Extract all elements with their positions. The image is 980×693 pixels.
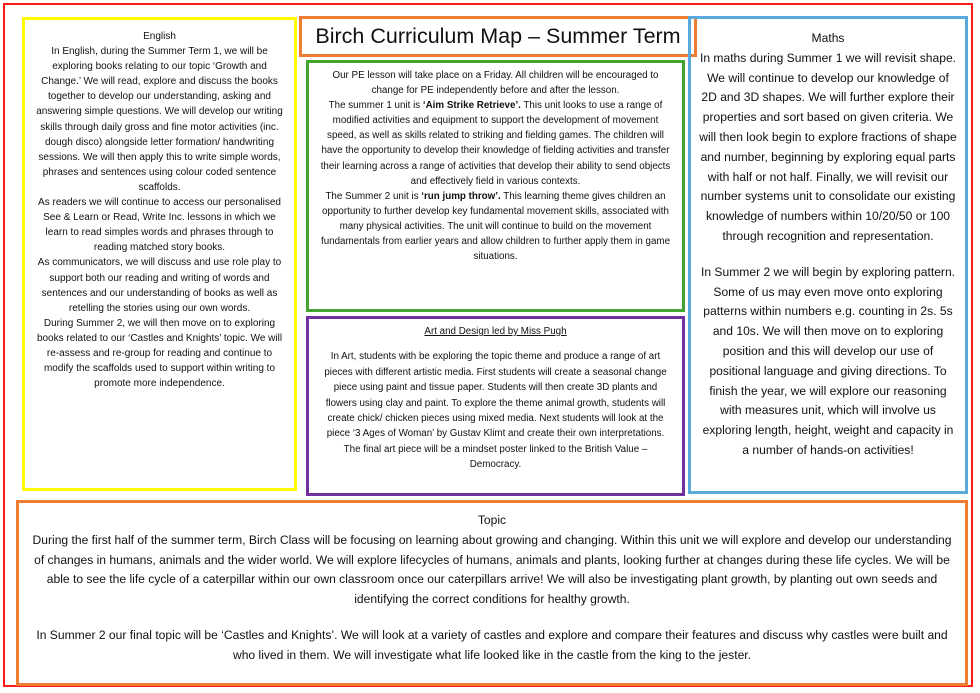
pe-paragraph-1: Our PE lesson will take place on a Friday. All children will be encouraged to change for PE independently before and after the lesson. — [332, 70, 659, 97]
maths-heading: Maths — [811, 31, 845, 45]
english-paragraph-2: As readers we will continue to access our personalised See & Learn or Read, Write Inc. lessons in which we learn to read simples words and phrases through to reading matched story books. — [38, 197, 281, 254]
pe-text: This unit looks to use a range of modified activities and equipment to support the development of movement speed, as well as skills related to striking and fielding games. The children will have the opportunity to develop their knowledge of fielding activities and transfer their learning across a range of activities that develop their ability to send objects and effectively field in various contexts. — [320, 100, 671, 187]
topic-panel — [16, 500, 968, 686]
maths-paragraph-1: In maths during Summer 1 we will revisit shape. We will continue to develop our knowledge of 2D and 3D shapes. We will further explore their properties and sort based on given criteria. We will then look begin to explore fractions of shape and number, beginning by exploring equal parts with half or not half. Finally, we will revisit our number systems unit to consolidate our existing knowledge of numbers within 10/20/50 or 100 through recognition and representation. — [699, 50, 957, 243]
english-paragraph-1: In English, during the Summer Term 1, we will be exploring books relating to our topic ‘Growth and Change.’ We will read, explore and discuss the books together to develop our understanding, asking and answering simple questions. We will develop our writing skills through daily gross and fine motor activities (inc. dough disco) alongside letter formation/ handwriting sessions. We will then apply this to write simple words, phrases and sentences using colour coded sentence scaffolds. — [36, 46, 283, 193]
art-heading: Art and Design led by Miss Pugh — [424, 326, 567, 337]
english-panel — [22, 17, 297, 491]
pe-unit-name: ‘run jump throw’. — [421, 190, 501, 202]
english-paragraph-4: During Summer 2, we will then move on to exploring books related to our ‘Castles and Knights’ topic. We will re-assess and re-group for reading and continue to modify the scaffolds used to support within writing to promote more independence. — [36, 317, 283, 390]
page-title-box — [299, 16, 697, 57]
pe-unit-name: ‘Aim Strike Retrieve’. — [422, 100, 521, 112]
topic-paragraph-2: In Summer 2 our final topic will be ‘Castles and Knights’. We will look at a variety of castles and explore and compare their features and discuss why castles were built and who lived in them. We will investigate what life looked like in the castle from the king to the jester. — [36, 627, 948, 662]
topic-paragraph-1: During the first half of the summer term, Birch Class will be focusing on learning about growing and changing. Within this unit we will explore and develop our understanding of changes in humans, animals and the wider world. We will explore lifecycles of humans, animals and plants, looking further at changes during these life cycles. We will be able to see the life cycle of a caterpillar within our own classroom once our caterpillars arrive! We will also be investigating plant growth, by planting out own seeds and identifying the correct conditions for healthy growth. — [32, 532, 952, 607]
maths-paragraph-2: In Summer 2 we will begin by exploring pattern. Some of us may even move onto exploring patterns within numbers e.g. counting in 2s. 5s and 10s. We will then move on to exploring position and this will develop our use of positional language and giving directions. To finish the year, we will explore our reasoning with measures unit, which will involve us exploring length, height, weight and capacity in a number of hands-on activities! — [700, 264, 956, 457]
pe-text: The summer 1 unit is — [328, 100, 423, 112]
english-heading: English — [143, 31, 176, 42]
pe-text: This learning theme gives children an opportunity to further develop key fundamental movement skills, associated with many physical activities. The unit will continue to build on the movement fundamentals from earlier years and allow children to further apply them in game situations. — [320, 190, 671, 263]
pe-panel — [306, 60, 685, 312]
page-title: Birch Curriculum Map – Summer Term — [315, 24, 681, 48]
art-paragraph-1: In Art, students with be exploring the topic theme and produce a range of art pieces with different artistic media. First students will create a seasonal change piece using paint and tissue paper. Students will then create 3D plants and flowers using clay and paint. To explore the theme animal growth, students will create chick/ chicken pieces using mixed media. Next students will look at the piece ‘3 Ages of Woman’ by Gustav Klimt and create their own interpretations. The final art piece will be a mindset poster linked to the British Value – Democracy. — [324, 351, 667, 471]
pe-paragraph-2 — [317, 98, 674, 189]
art-panel — [306, 316, 685, 496]
topic-heading: Topic — [477, 513, 507, 527]
pe-paragraph-3 — [317, 189, 674, 264]
maths-panel — [688, 16, 968, 494]
pe-text: The Summer 2 unit is — [325, 190, 422, 202]
english-paragraph-3: As communicators, we will discuss and use role play to support both our reading and writing of words and sentences and our understanding of books as well as retelling the stories using our own words. — [37, 257, 282, 314]
